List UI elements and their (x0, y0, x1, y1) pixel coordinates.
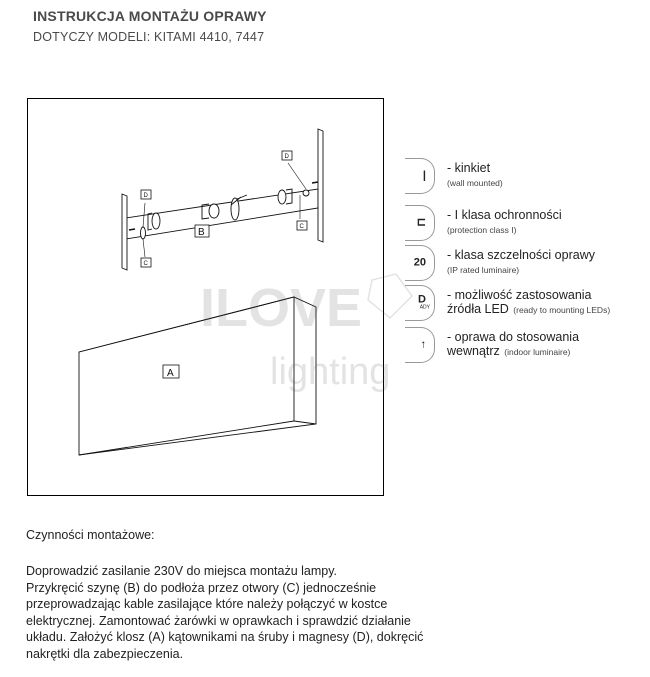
rail-socket-left (152, 213, 160, 229)
property-sub-label: (IP rated luminaire) (447, 265, 520, 275)
property-label: - możliwość zastosowania (447, 288, 592, 302)
instruction-line: przeprowadzając kable zasilające które należy połączyć w kostce (26, 597, 388, 611)
instruction-line: Przykręcić szynę (B) do podłoża przez otwory (C) jednocześnie (26, 580, 377, 595)
property-sub-label: (protection class I) (447, 225, 517, 235)
property-label: - klasa szczelności oprawy (447, 248, 595, 262)
property-row (405, 327, 650, 367)
property-label: - I klasa ochronności (447, 208, 562, 222)
left-bracket (122, 194, 127, 270)
property-label: - oprawa do stosowania (447, 330, 580, 344)
label-d-right: D (284, 154, 289, 160)
label-c-left: C (143, 261, 148, 267)
rail-socket-middle (209, 204, 219, 218)
icon-small-text: ADY (419, 304, 430, 311)
icon-glyph: ↑ (420, 338, 426, 351)
assembly-instructions (26, 528, 466, 662)
property-text (447, 330, 650, 359)
icon-glyph: | (422, 169, 426, 182)
property-text (447, 208, 650, 237)
property-sub-label: (wall mounted) (447, 178, 503, 188)
assembly-drawing (28, 99, 385, 497)
lamp-shade (79, 297, 316, 455)
icon-glyph: 20 (413, 256, 426, 269)
instruction-line: układu. Założyć klosz (A) kątownikami na śruby i magnesy (D), dokręcić (26, 630, 424, 644)
property-row (405, 245, 650, 285)
ip-rating-icon (405, 245, 435, 281)
instructions-heading: Czynności montażowe: (26, 528, 155, 542)
wall-mounted-icon (405, 158, 435, 194)
rail-socket-right (278, 190, 286, 204)
document-subtitle: DOTYCZY MODELI: KITAMI 4410, 7447 (33, 30, 265, 44)
label-c-right: C (299, 224, 304, 230)
property-label: - kinkiet (447, 161, 491, 175)
label-d-left: D (143, 193, 148, 199)
icon-glyph: ⊏ (416, 216, 426, 229)
property-label: źródła LED (447, 302, 509, 316)
instruction-line: nakrętki dla zabezpieczenia. (26, 646, 184, 661)
label-a: A (167, 368, 174, 379)
watermark-line2: lighting (270, 351, 391, 393)
instructions-body (26, 563, 466, 662)
icon-glyph: D (418, 293, 426, 306)
led-ready-icon (405, 285, 435, 321)
property-row (405, 158, 650, 198)
property-sub-label: (ready to mounting LEDs) (513, 305, 611, 315)
instruction-line: elektrycznej. Zamontować żarówki w oprawkach i sprawdzić działanie (26, 613, 411, 628)
assembly-diagram (27, 98, 384, 496)
property-row (405, 205, 650, 245)
protection-class-icon (405, 205, 435, 241)
indoor-icon (405, 327, 435, 363)
right-bracket (318, 129, 323, 242)
property-row (405, 285, 650, 325)
property-text (447, 248, 650, 277)
property-text (447, 161, 650, 190)
property-label: wewnątrz (447, 344, 500, 358)
rail-hole-right (303, 190, 309, 196)
document-title: INSTRUKCJA MONTAŻU OPRAWY (33, 8, 267, 24)
label-b: B (198, 227, 205, 238)
property-text (447, 288, 650, 317)
property-sub-label: (indoor luminaire) (504, 347, 571, 357)
instruction-line: Doprowadzić zasilanie 230V do miejsca montażu lampy. (26, 564, 338, 578)
rail-hole-left (141, 227, 146, 239)
